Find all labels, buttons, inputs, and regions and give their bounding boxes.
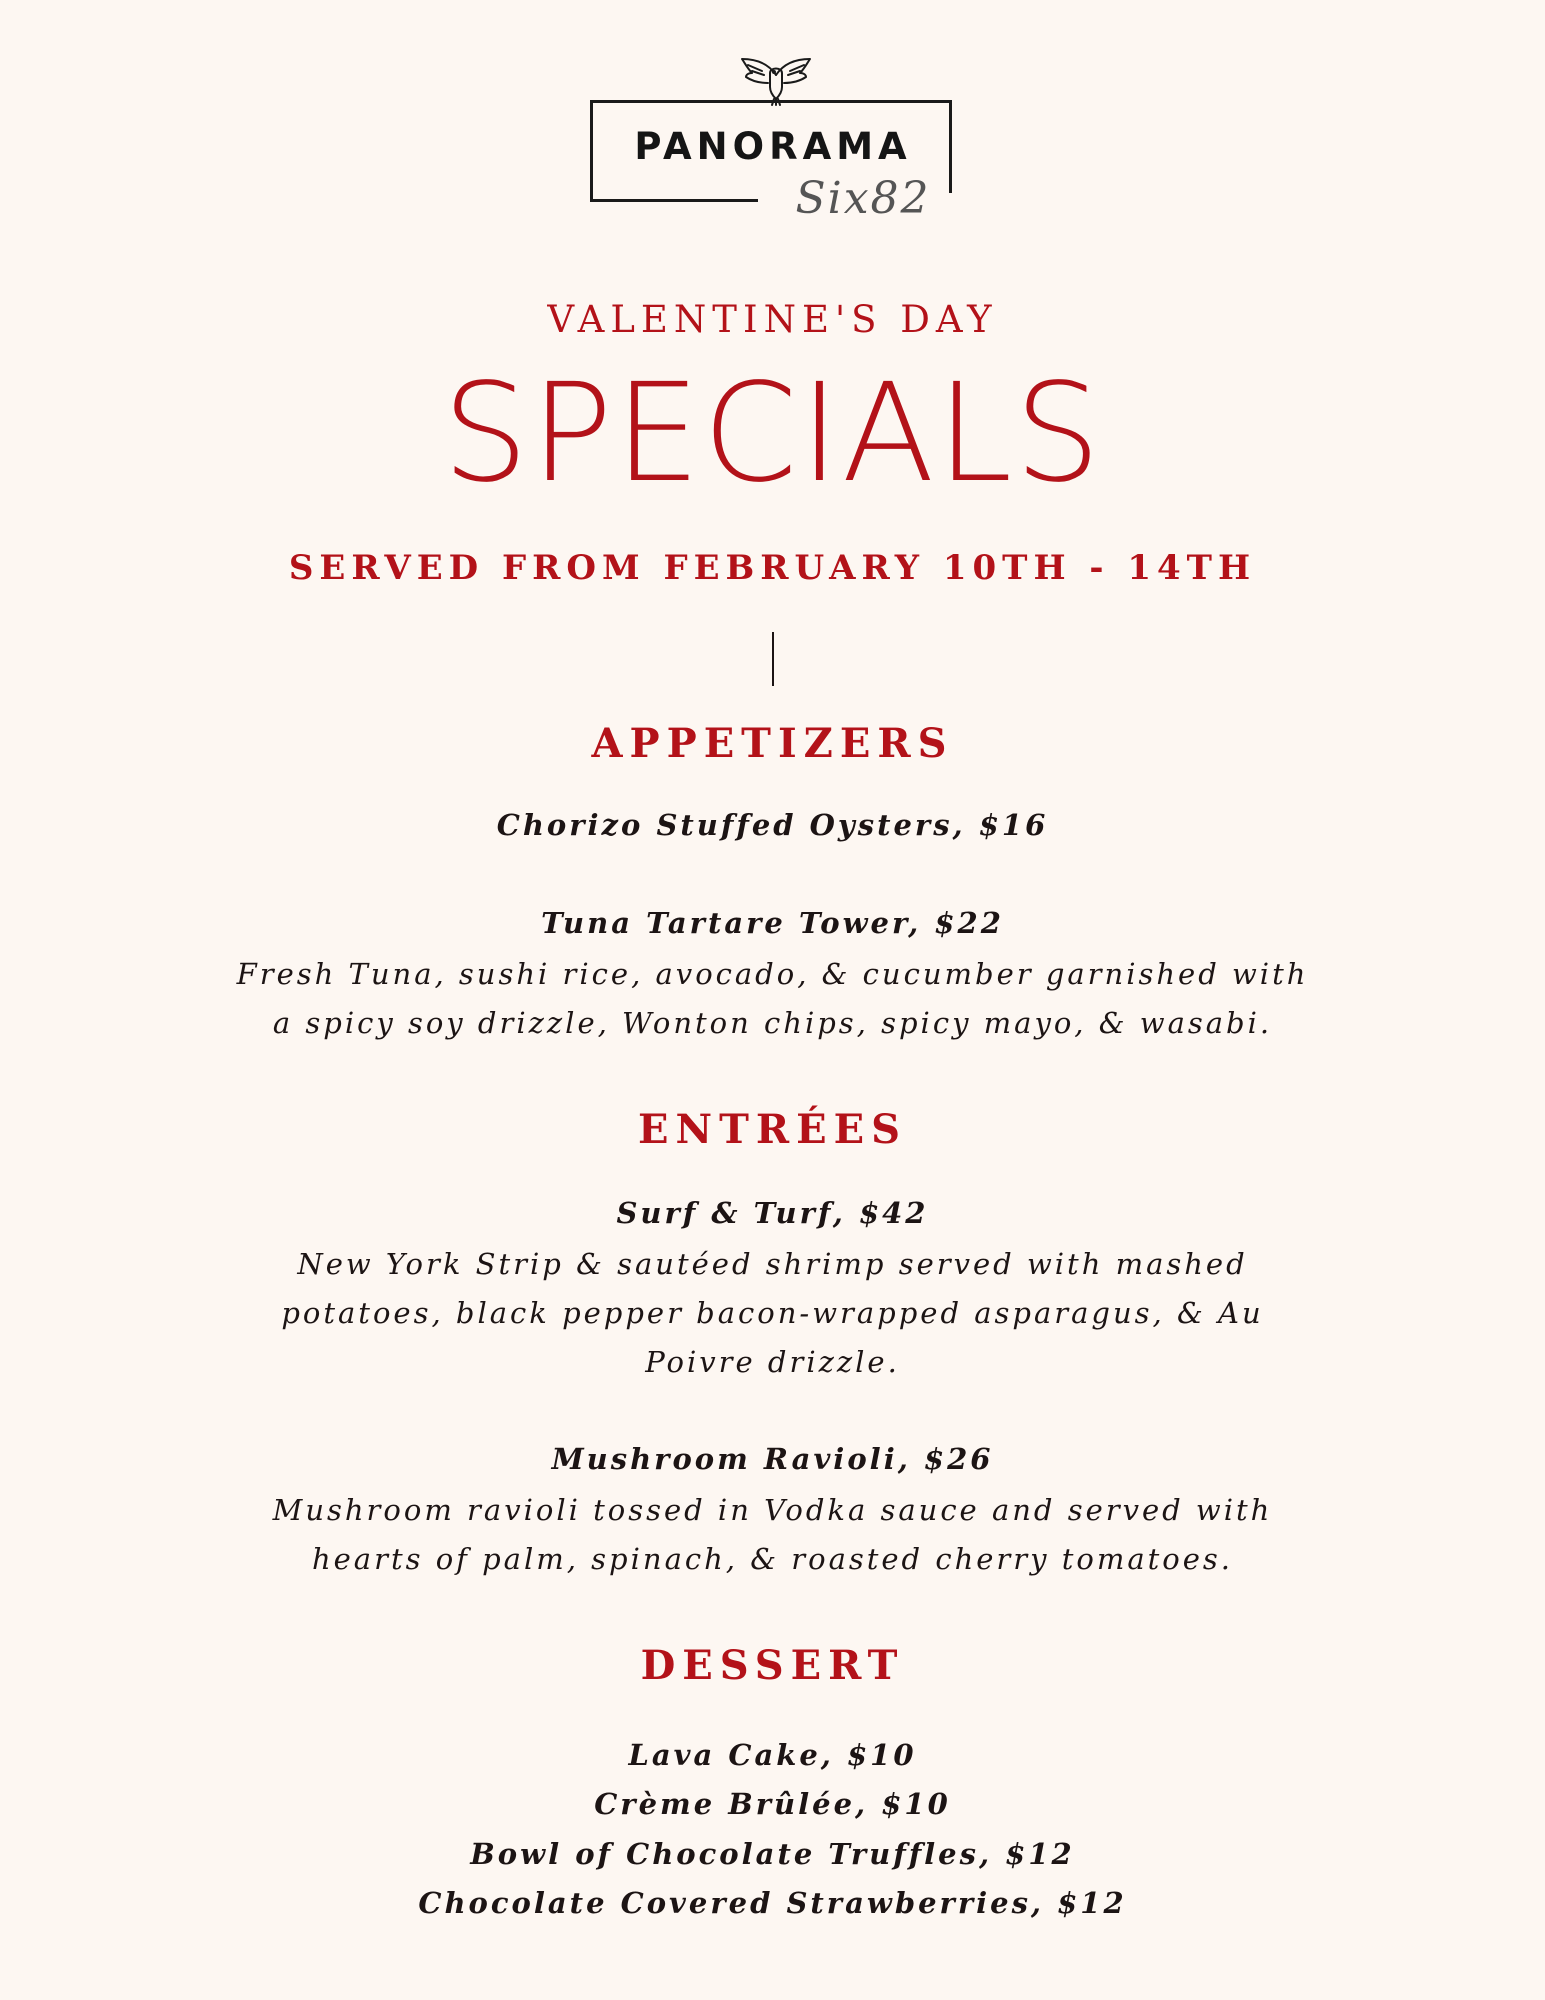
section-title-appetizers: APPETIZERS bbox=[591, 720, 954, 767]
served-dates: SERVED FROM FEBRUARY 10TH - 14TH bbox=[288, 548, 1257, 588]
menu-item-name: Crème Brûlée, $10 bbox=[594, 1787, 951, 1821]
menu-item-desc: potatoes, black pepper bacon-wrapped asparagus, & Au bbox=[281, 1296, 1264, 1330]
page-title: SPECIALS bbox=[442, 355, 1103, 513]
page-eyebrow: VALENTINE'S DAY bbox=[547, 298, 998, 341]
brand-name: PANORAMA bbox=[634, 125, 912, 168]
brand-sub: Six82 bbox=[795, 173, 931, 224]
divider bbox=[772, 632, 774, 686]
section-title-entrees: ENTRÉES bbox=[638, 1106, 907, 1153]
menu-item-name: Tuna Tartare Tower, $22 bbox=[541, 906, 1004, 940]
menu-item-name: Lava Cake, $10 bbox=[628, 1738, 917, 1772]
menu-item-name: Mushroom Ravioli, $26 bbox=[551, 1442, 994, 1476]
menu-item-name: Bowl of Chocolate Truffles, $12 bbox=[470, 1837, 1075, 1871]
menu-item-desc: a spicy soy drizzle, Wonton chips, spicy mayo, & wasabi. bbox=[272, 1006, 1273, 1040]
menu-item-desc: Poivre drizzle. bbox=[645, 1345, 900, 1379]
menu-item-desc: Fresh Tuna, sushi rice, avocado, & cucumber garnished with bbox=[236, 957, 1309, 991]
brand-logo bbox=[588, 55, 958, 235]
section-title-dessert: DESSERT bbox=[640, 1642, 905, 1689]
menu-item-desc: hearts of palm, spinach, & roasted cherry tomatoes. bbox=[311, 1542, 1234, 1576]
menu-item-name: Chocolate Covered Strawberries, $12 bbox=[418, 1886, 1127, 1920]
menu-item-desc: Mushroom ravioli tossed in Vodka sauce and served with bbox=[272, 1493, 1273, 1527]
menu-item-name: Chorizo Stuffed Oysters, $16 bbox=[496, 808, 1049, 842]
menu-item-name: Surf & Turf, $42 bbox=[616, 1196, 929, 1230]
menu-item-desc: New York Strip & sautéed shrimp served with mashed bbox=[297, 1247, 1248, 1281]
